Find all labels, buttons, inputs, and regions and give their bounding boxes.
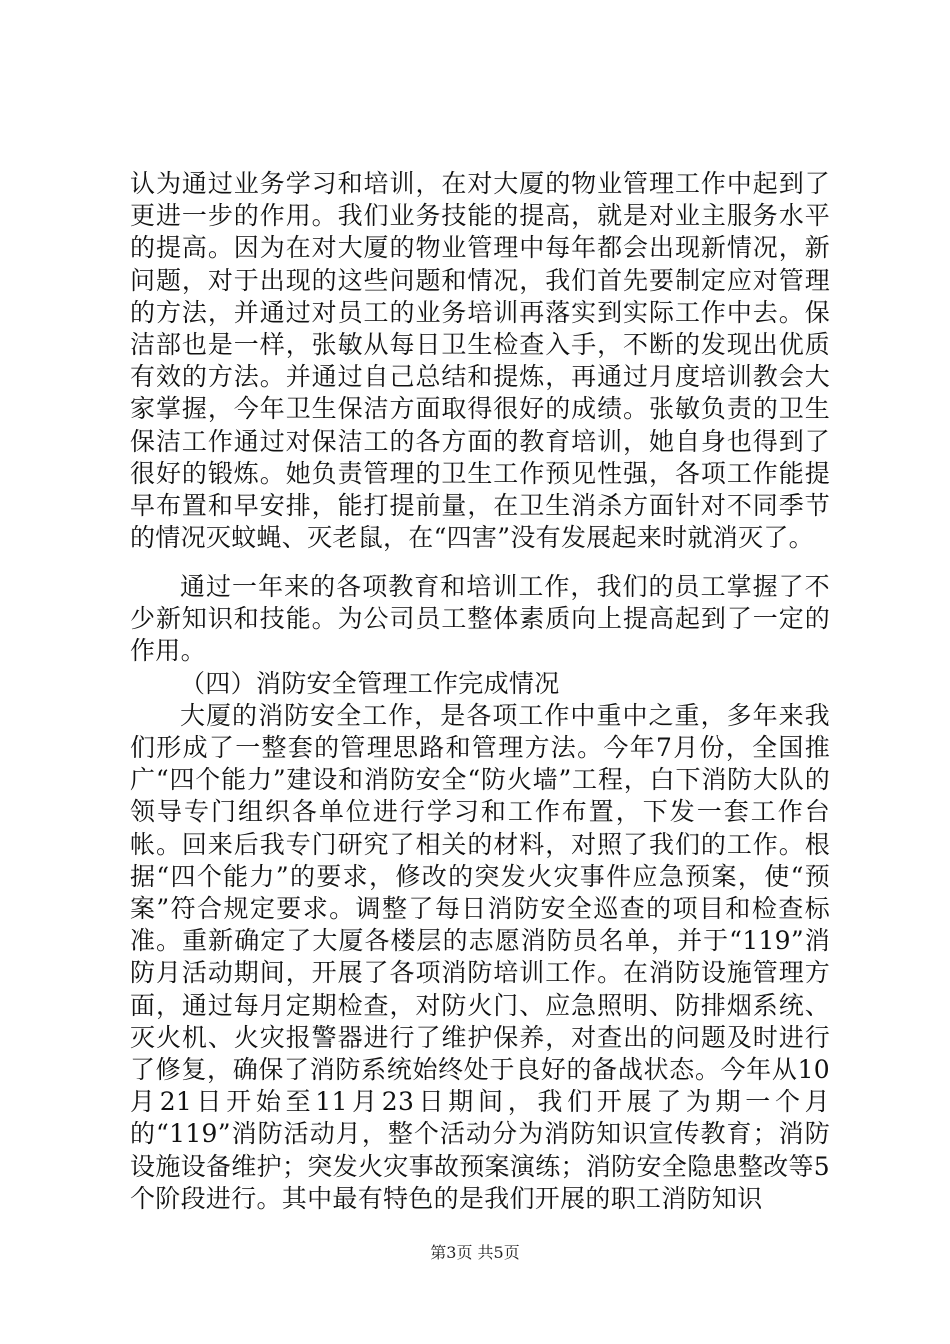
paragraph-text: 认为通过业务学习和培训，在对大厦的物业管理工作中起到了更进一步的作用。我们业务技能的提高，就是对业主服务水平的提高。因为在对大厦的物业管理中每年都会出现新情况，新问题，对于出现的这些问题和情况，我们首先要制定应对管理的方法，并通过对员工的业务培训再落实到实际工作中去。保洁部也是一样，张敏从每日卫生检查入手，不断的发现出优质有效的方法。并通过自己总结和提炼，再通过月度培训教会大家掌握，今年卫生保洁方面取得很好的成绩。张敏负责的卫生保洁工作通过对保洁工的各方面的教育培训，她自身也得到了很好的锻炼。她负责管理的卫生工作预见性强，各项工作能提早布置和早安排，能打提前量，在卫生消杀方面针对不同季节的情况灭蚊蝇、灭老鼠，在“四害”没有发展起来时就消灭了。	[130, 169, 830, 553]
section-heading: （四）消防安全管理工作完成情况	[180, 668, 560, 698]
paragraph-fire-safety: 大厦的消防安全工作，是各项工作中重中之重，多年来我们形成了一整套的管理思路和管理方法。今年7月份，全国推广“四个能力”建设和消防安全“防火墙”工程，白下消防大队的领导专门组织各单位进行学习和工作布置，下发一套工作台帐。回来后我专门研究了相关的材料，对照了我们的工作。根据“四个能力”的要求，修改的突发火灾事件应急预案，使“预案”符合规定要求。调整了每日消防安全巡查的项目和检查标准。重新确定了大厦各楼层的志愿消防员名单，并于“119”消防月活动期间，开展了各项消防培训工作。在消防设施管理方面，通过每月定期检查，对防火门、应急照明、防排烟系统、灭火机、火灾报警器进行了维护保养，对查出的问题及时进行了修复，确保了消防系统始终处于良好的备战状态。今年从10月21日开始至11月23日期间，我们开展了为期一个月的“119”消防活动月，整个活动分为消防知识宣传教育；消防设施设备维护；突发火灾事故预案演练；消防安全隐患整改等5个阶段进行。其中最有特色的是我们开展的职工消防知识	[130, 700, 830, 1213]
page-number-label: 第3页 共5页	[430, 1243, 520, 1262]
section-body	[130, 571, 830, 1215]
paragraph-training-results	[130, 168, 830, 554]
page-footer	[0, 1243, 950, 1263]
paragraph-training-summary: 通过一年来的各项教育和培训工作，我们的员工掌握了不少新知识和技能。为公司员工整体素质向上提高起到了一定的作用。	[130, 572, 830, 666]
